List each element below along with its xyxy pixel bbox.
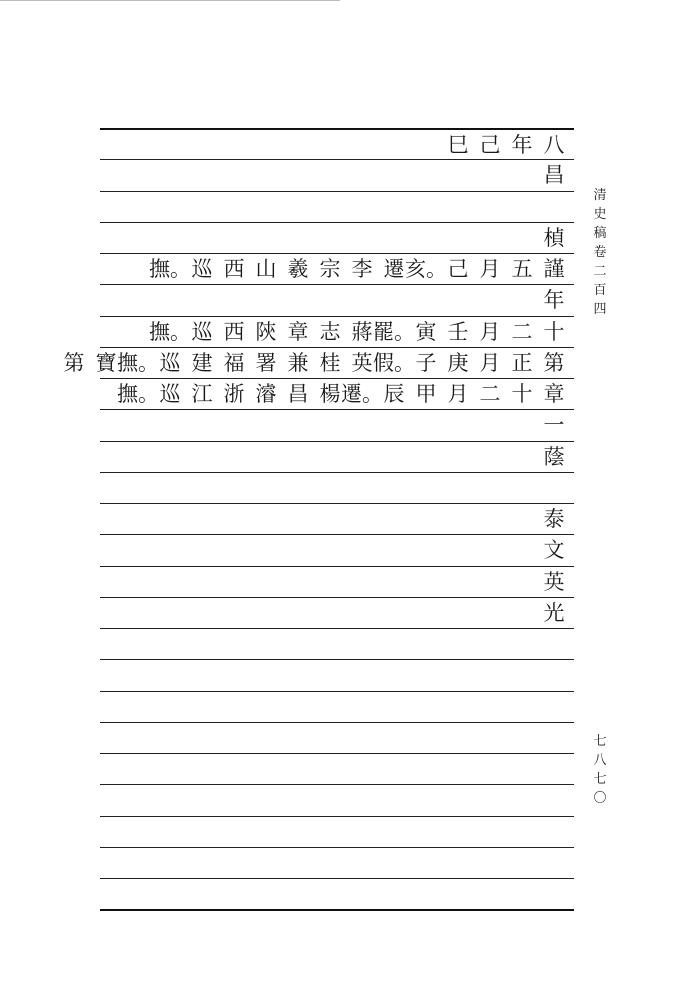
ruled-line (100, 816, 574, 817)
row-char: 昌 (287, 382, 309, 406)
row-char: 假。 (373, 350, 415, 375)
table-row (100, 316, 574, 348)
row-char: 蔣 (351, 319, 373, 344)
ruled-line (100, 784, 574, 785)
row-char: 一 (543, 413, 565, 438)
row-char: 壬 (447, 319, 469, 344)
row-char: 辰 (383, 382, 405, 406)
ruled-line (100, 722, 574, 723)
table-row (63, 347, 574, 379)
row-char: 福 (223, 350, 245, 375)
ruled-line (100, 909, 574, 911)
row-char: 十 (511, 382, 533, 406)
row-chars (442, 130, 570, 161)
row-char: 宗 (319, 257, 341, 281)
row-char: 巡 (191, 257, 213, 281)
ruled-line (100, 659, 574, 660)
row-char: 二 (511, 319, 533, 344)
row-char: 五 (511, 257, 533, 281)
row-char: 正 (511, 350, 533, 375)
row-char: 年 (511, 133, 533, 157)
row-char: 第 (543, 350, 565, 375)
row-chars (117, 379, 570, 410)
row-chars (58, 348, 570, 379)
row-char: 二 (479, 382, 501, 406)
row-char: 文 (543, 538, 565, 563)
row-chars (538, 567, 570, 598)
ruled-line (100, 847, 574, 848)
table-row (100, 159, 574, 191)
row-char: 署 (255, 350, 277, 375)
row-char: 楊 (319, 382, 341, 406)
table-row (100, 409, 574, 441)
row-chars (538, 598, 570, 629)
row-char: 八 (543, 133, 565, 157)
row-char: 第 (63, 350, 85, 375)
table-row (100, 472, 574, 504)
row-char: 月 (479, 319, 501, 344)
row-char: 陝 (255, 319, 277, 344)
table-row (100, 191, 574, 223)
table-row (100, 284, 574, 316)
row-char: 濬 (255, 382, 277, 406)
row-char: 兼 (287, 350, 309, 375)
page-number (590, 732, 610, 808)
row-char: 罷。 (373, 319, 415, 344)
row-char: 光 (543, 600, 565, 625)
book-title-text: 清史稿卷二百四 (593, 188, 607, 317)
row-char: 亥。 (405, 257, 447, 281)
row-char: 謹 (543, 257, 565, 281)
row-char: 年 (543, 288, 565, 313)
table-row (100, 566, 574, 598)
row-char: 章 (543, 382, 565, 406)
row-char: 寅 (415, 319, 437, 344)
row-char: 甲 (415, 382, 437, 406)
row-char: 月 (447, 382, 469, 406)
row-char: 巡 (159, 350, 181, 375)
row-chars (538, 160, 570, 191)
table-row (100, 253, 574, 285)
row-char: 撫。 (117, 382, 159, 406)
row-char: 西 (223, 319, 245, 344)
row-char: 撫。 (117, 350, 159, 375)
row-char: 巡 (159, 382, 181, 406)
row-char: 子 (415, 350, 437, 375)
row-char: 巳 (447, 133, 469, 157)
ruled-line (100, 878, 574, 879)
row-char: 江 (191, 382, 213, 406)
row-char: 英 (351, 350, 373, 375)
row-chars (538, 504, 570, 535)
row-chars (538, 285, 570, 316)
row-char: 十 (543, 319, 565, 344)
row-char: 昌 (543, 163, 565, 188)
row-chars (149, 254, 570, 285)
row-char: 楨 (543, 225, 565, 250)
row-chars (149, 317, 570, 348)
row-char: 巡 (191, 319, 213, 344)
row-char: 庚 (447, 350, 469, 375)
row-char: 月 (479, 257, 501, 281)
book-title (590, 186, 610, 319)
table-row (100, 503, 574, 535)
table-row (100, 128, 574, 161)
page-number-text: 七八七〇 (593, 734, 607, 806)
row-chars (538, 442, 570, 473)
row-char: 撫。 (149, 319, 191, 344)
ruled-line (100, 691, 574, 692)
row-char: 李 (351, 257, 373, 281)
row-char: 建 (191, 350, 213, 375)
table-row (100, 441, 574, 473)
ruled-line (100, 753, 574, 754)
table-row (100, 222, 574, 254)
row-char: 撫。 (149, 257, 191, 281)
row-char: 月 (479, 350, 501, 375)
row-char: 桂 (319, 350, 341, 375)
table-row (100, 534, 574, 566)
row-char: 己 (447, 257, 469, 281)
row-char: 寶 (95, 350, 117, 375)
row-char: 羲 (287, 257, 309, 281)
row-char: 浙 (223, 382, 245, 406)
row-char: 遷。 (341, 382, 383, 406)
table-row (100, 378, 574, 410)
top-edge-line (0, 0, 340, 1)
row-char: 遷 (383, 257, 405, 281)
row-chars (538, 410, 570, 441)
ruled-line (100, 628, 574, 629)
row-char: 己 (479, 133, 501, 157)
row-char: 山 (255, 257, 277, 281)
row-char: 志 (319, 319, 341, 344)
row-char: 泰 (543, 507, 565, 531)
row-char: 蔭 (543, 444, 565, 469)
row-char: 章 (287, 319, 309, 344)
row-chars (538, 535, 570, 566)
row-char: 西 (223, 257, 245, 281)
row-char: 英 (543, 569, 565, 594)
table-row (100, 597, 574, 629)
row-chars (538, 223, 570, 254)
